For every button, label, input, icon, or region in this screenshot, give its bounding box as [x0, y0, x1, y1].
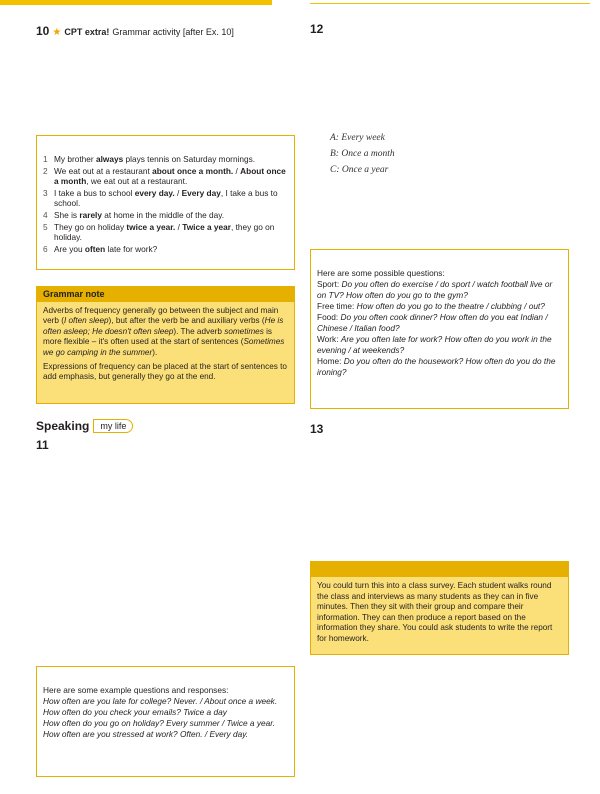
activity-description: Grammar activity [after Ex. 10]: [112, 27, 234, 37]
answer-text: We eat out at a restaurant about once a month. / About once a month, we eat out at a restaurant.: [54, 165, 286, 187]
example-list: [43, 696, 288, 740]
question-line: Free time: How often do you go to the theatre / clubbing / out?: [317, 301, 545, 311]
answer-number: 6: [43, 243, 48, 254]
answer-item: [43, 210, 288, 221]
answer-item: [43, 154, 288, 165]
answer-number: 1: [43, 154, 48, 164]
possible-questions-box: [310, 249, 569, 409]
exercise-10-header: [36, 24, 234, 38]
question-line: Home: Do you often do the housework? How often do you do the ironing?: [317, 356, 556, 377]
answer-item: [43, 166, 288, 187]
answer-number: 2: [43, 165, 48, 176]
star-icon: ★: [52, 27, 62, 38]
class-survey-note: [310, 561, 569, 655]
grammar-note-paragraph: Adverbs of frequency generally go between the subject and main verb (I often sleep), but after the verb be and auxiliary verbs (He is often asleep; He doesn't often sleep). The adverb sometimes is more flexible – it's often used at the start of sentences (Sometimes we go camping in the summer).: [43, 306, 285, 357]
answer-box-10: [36, 135, 295, 270]
answer-number: 4: [43, 209, 48, 220]
ex12-options: [330, 130, 395, 178]
exercise-13-number: 13: [310, 422, 324, 436]
my-life-tag: my life: [93, 419, 133, 433]
exercise-number: 10: [36, 24, 50, 38]
answer-item: [43, 244, 288, 255]
unit-header-bar: [0, 0, 272, 5]
answer-text: They go on holiday twice a year. / Twice a year, they go on holiday.: [54, 221, 275, 243]
example-responses-box: [36, 666, 295, 777]
speaking-title: Speaking: [36, 419, 90, 433]
note-header-bar: [311, 562, 568, 577]
questions-list: [317, 279, 562, 378]
answer-text: Are you often late for work?: [54, 243, 158, 254]
cpt-extra-label: CPT extra!: [64, 27, 110, 37]
exercise-11-number: 11: [36, 438, 49, 452]
exercise-12-number: 12: [310, 22, 324, 36]
answer-item: [43, 222, 288, 243]
header-rule: [310, 3, 590, 4]
option-item: B: Once a month: [330, 149, 395, 159]
answer-number: 5: [43, 221, 48, 232]
questions-intro: Here are some possible questions:: [317, 268, 445, 278]
question-line: Sport: Do you often do exercise / do sport / watch football live or on TV? How often do you go to the gym?: [317, 279, 553, 300]
grammar-note-title: Grammar note: [37, 287, 294, 302]
answer-item: [43, 188, 288, 209]
answer-number: 3: [43, 187, 48, 198]
example-line: How often do you check your emails? Twice a day: [43, 707, 227, 717]
grammar-note: [36, 286, 295, 404]
answer-text: My brother always plays tennis on Saturday mornings.: [54, 154, 256, 164]
option-item: A: Every week: [330, 133, 385, 143]
answer-list: [43, 154, 288, 254]
example-intro: Here are some example questions and responses:: [43, 685, 229, 695]
answer-text: She is rarely at home in the middle of the day.: [54, 209, 225, 220]
example-line: How often are you stressed at work? Often. / Every day.: [43, 729, 249, 739]
class-survey-text: You could turn this into a class survey. Each student walks round the class and interviews as many students as they can in five minutes. Then they sit with their group and compare their information. They can then produce a report based on the information they share. You could ask students to write the report for homework.: [317, 581, 553, 643]
question-line: Food: Do you often cook dinner? How often do you eat Indian / Chinese / Italian food?: [317, 312, 548, 333]
example-line: How often are you late for college? Never. / About once a week.: [43, 696, 278, 706]
grammar-note-paragraph: Expressions of frequency can be placed at the start of sentences to add emphasis, but generally they go at the end.: [43, 362, 287, 382]
speaking-heading: [36, 419, 133, 433]
answer-text: I take a bus to school every day. / Every day, I take a bus to school.: [54, 187, 278, 209]
example-line: How often do you go on holiday? Every summer / Twice a year.: [43, 718, 275, 728]
question-line: Work: Are you often late for work? How often do you work in the evening / at weekends?: [317, 334, 552, 355]
option-item: C: Once a year: [330, 165, 389, 175]
